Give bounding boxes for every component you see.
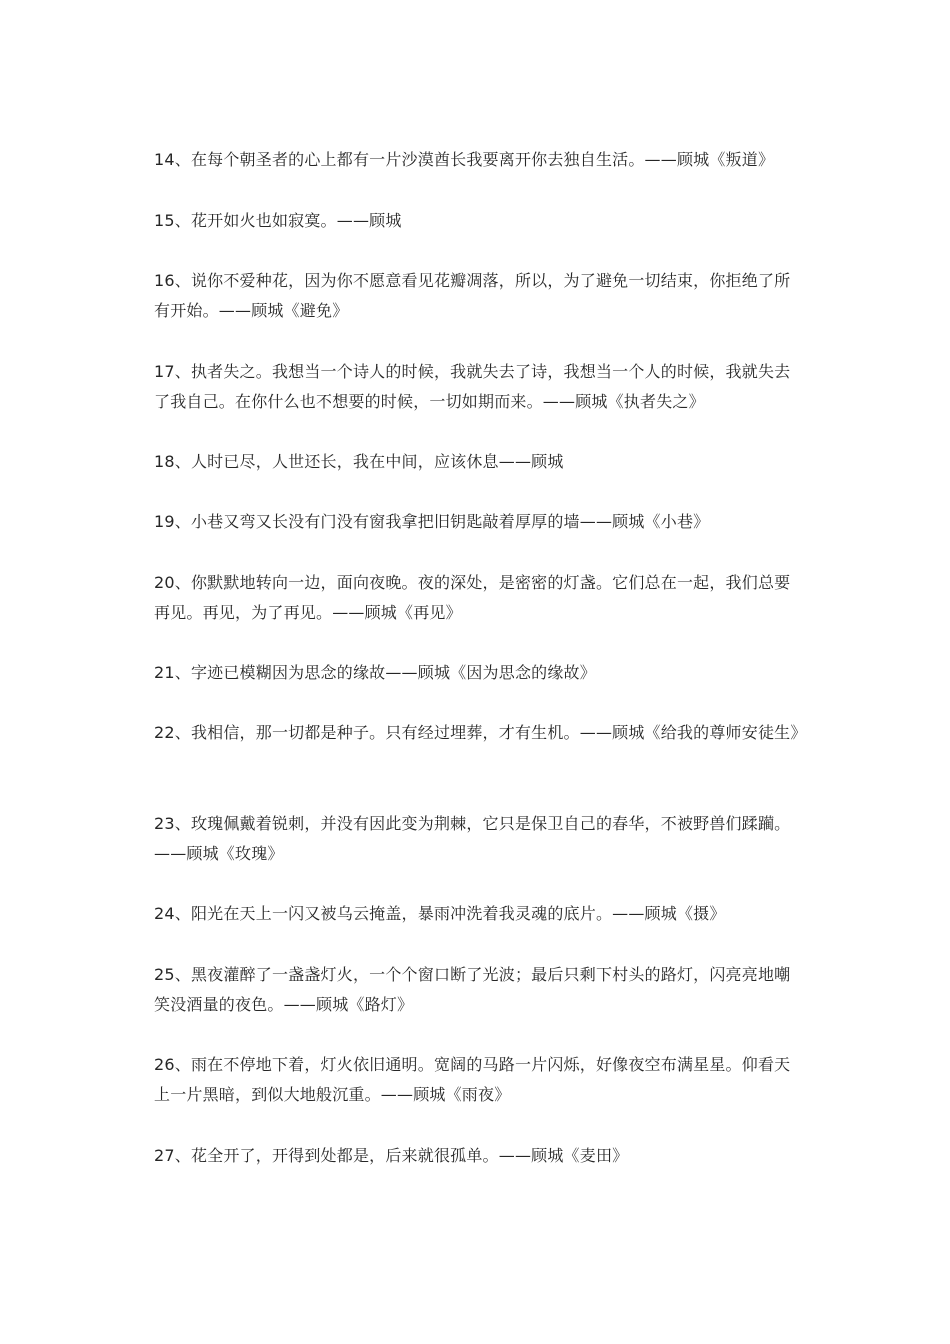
quote-19: 19、小巷又弯又长没有门没有窗我拿把旧钥匙敲着厚厚的墙——顾城《小巷》 xyxy=(154,512,710,531)
quote-27: 27、花全开了，开得到处都是，后来就很孤单。——顾城《麦田》 xyxy=(154,1146,629,1165)
quote-22: 22、我相信，那一切都是种子。只有经过埋葬，才有生机。——顾城《给我的尊师安徒生》 xyxy=(154,723,807,742)
quote-16: 16、说你不爱种花，因为你不愿意看见花瓣凋落，所以，为了避免一切结束，你拒绝了所有开始。——顾城《避免》 xyxy=(154,271,791,320)
quote-17: 17、执者失之。我想当一个诗人的时候，我就失去了诗，我想当一个人的时候，我就失去了我自己。在你什么也不想要的时候，一切如期而来。——顾城《执者失之》 xyxy=(154,362,791,411)
quote-23: 23、玫瑰佩戴着锐刺，并没有因此变为荆棘，它只是保卫自己的春华，不被野兽们蹂躏。——顾城《玫瑰》 xyxy=(154,814,791,863)
quote-26: 26、雨在不停地下着，灯火依旧通明。宽阔的马路一片闪烁，好像夜空布满星星。仰看天上一片黑暗，到似大地般沉重。——顾城《雨夜》 xyxy=(154,1055,791,1104)
quote-20: 20、你默默地转向一边，面向夜晚。夜的深处，是密密的灯盏。它们总在一起，我们总要再见。再见，为了再见。——顾城《再见》 xyxy=(154,573,791,622)
quote-18: 18、人时已尽，人世还长，我在中间，应该休息——顾城 xyxy=(154,452,564,471)
quote-24: 24、阳光在天上一闪又被乌云掩盖，暴雨冲洗着我灵魂的底片。——顾城《摄》 xyxy=(154,904,726,923)
quote-21: 21、字迹已模糊因为思念的缘故——顾城《因为思念的缘故》 xyxy=(154,663,596,682)
quote-14: 14、在每个朝圣者的心上都有一片沙漠酋长我要离开你去独自生活。——顾城《叛道》 xyxy=(154,150,775,169)
quote-25: 25、黑夜灌醉了一盏盏灯火，一个个窗口断了光波；最后只剩下村头的路灯，闪亮亮地嘲笑没酒量的夜色。——顾城《路灯》 xyxy=(154,965,791,1014)
quote-15: 15、花开如火也如寂寞。——顾城 xyxy=(154,211,402,230)
